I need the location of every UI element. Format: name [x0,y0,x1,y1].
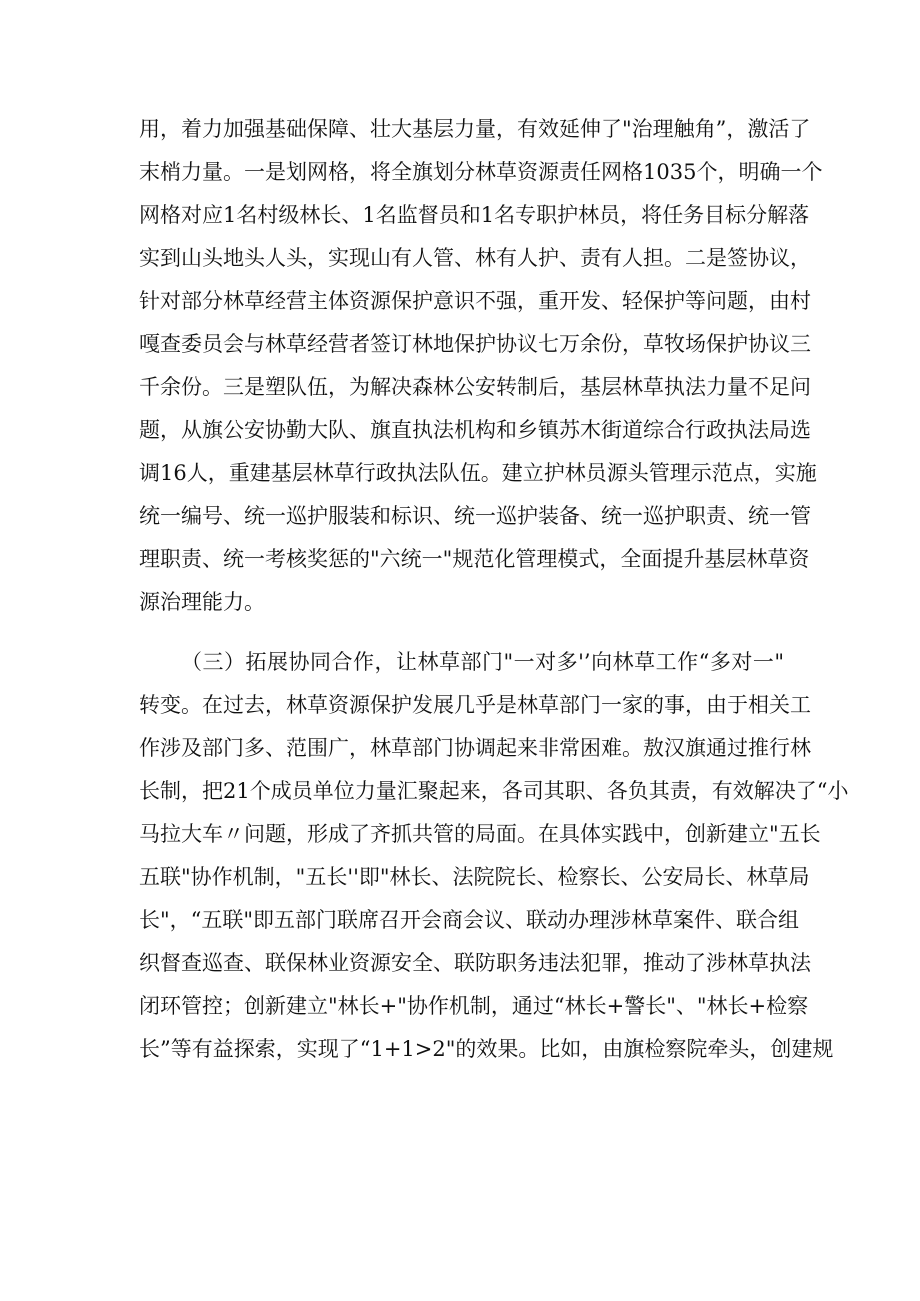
text-line: 长制，把21个成员单位力量汇聚起来，各司其职、各负其责，有效解决了“小 [139,779,849,803]
paragraph-2 [139,641,849,1071]
text-line: （三）拓展协同合作，让林草部门"一对多'’向林草工作“多对一" [181,650,784,674]
text-line: 用，着力加强基础保障、壮大基层力量，有效延伸了"治理触角”，激活了 [139,117,811,141]
paragraph-gap [139,624,784,641]
text-line: 源治理能力。 [139,590,265,614]
text-line: 织督查巡查、联保林业资源安全、联防职务违法犯罪，推动了涉林草执法 [139,951,811,975]
text-line: 实到山头地头人头，实现山有人管、林有人护、责有人担。二是签协议， [139,246,811,270]
text-line: 调16人，重建基层林草行政执法队伍。建立护林员源头管理示范点，实施 [139,461,817,485]
text-line: 闭环管控；创新建立"林长+"协作机制，通过“林长+警长"、"林长+检察 [139,994,809,1018]
text-line: 作涉及部门多、范围广，林草部门协调起来非常困难。敖汉旗通过推行林 [139,736,811,760]
text-line: 末梢力量。一是划网格，将全旗划分林草资源责任网格1035个，明确一个 [139,160,823,184]
text-line: 题，从旗公安协勤大队、旗直执法机构和乡镇苏木街道综合行政执法局选 [139,418,811,442]
text-line: 嘎查委员会与林草经营者签订林地保护协议七万余份，草牧场保护协议三 [139,332,811,356]
text-line: 理职责、统一考核奖惩的"六统一"规范化管理模式，全面提升基层林草资 [139,547,810,571]
text-line: 针对部分林草经营主体资源保护意识不强，重开发、轻保护等问题，由村 [139,289,811,313]
body-text [139,108,849,1071]
text-line: 转变。在过去，林草资源保护发展几乎是林草部门一家的事，由于相关工 [139,693,811,717]
text-line: 统一编号、统一巡护服装和标识、统一巡护装备、统一巡护职责、统一管 [139,504,811,528]
text-line: 千余份。三是塑队伍，为解决森林公安转制后，基层林草执法力量不足问 [139,375,811,399]
text-line: 长”等有益探索，实现了“1+1>2"的效果。比如，由旗检察院牵头，创建规 [139,1037,834,1061]
paragraph-1 [139,108,823,624]
text-line: 五联"协作机制，"五长''即"林长、法院院长、检察长、公安局长、林草局 [139,865,810,889]
text-line: 网格对应1名村级林长、1名监督员和1名专职护林员，将任务目标分解落 [139,203,810,227]
text-line: 马拉大车〃问题，形成了齐抓共管的局面。在具体实践中，创新建立"五长 [139,822,821,846]
text-line: 长"，“五联"即五部门联席召开会商会议、联动办理涉林草案件、联合组 [139,908,800,932]
